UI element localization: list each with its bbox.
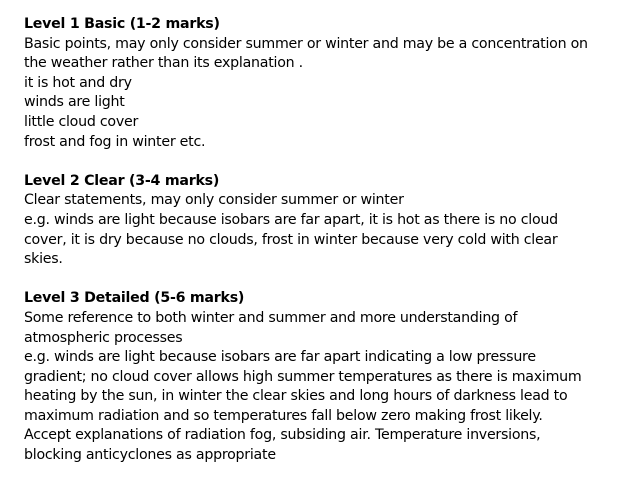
level-2-line: skies. bbox=[24, 251, 63, 268]
level-1-line: little cloud cover bbox=[24, 113, 139, 130]
level-1-line: Basic points, may only consider summer or winter and may be a concentration on bbox=[24, 35, 588, 52]
level-2-line: cover, it is dry because no clouds, frost in winter because very cold with clear bbox=[24, 231, 558, 248]
level-1-line: the weather rather than its explanation . bbox=[24, 55, 303, 72]
level-1-section bbox=[24, 15, 634, 152]
level-3-heading: Level 3 Detailed (5-6 marks) bbox=[24, 290, 245, 307]
level-2-heading: Level 2 Clear (3-4 marks) bbox=[24, 172, 220, 189]
mark-scheme bbox=[24, 15, 634, 466]
level-1-line: it is hot and dry bbox=[24, 74, 132, 91]
level-2-section bbox=[24, 172, 634, 270]
level-3-line: blocking anticyclones as appropriate bbox=[24, 447, 276, 464]
level-3-line: Some reference to both winter and summer and more understanding of bbox=[24, 309, 518, 326]
level-3-line: e.g. winds are light because isobars are far apart indicating a low pressure bbox=[24, 349, 536, 366]
level-3-line: Accept explanations of radiation fog, subsiding air. Temperature inversions, bbox=[24, 427, 541, 444]
level-1-line: frost and fog in winter etc. bbox=[24, 133, 206, 150]
level-2-line: e.g. winds are light because isobars are far apart, it is hot as there is no cloud bbox=[24, 211, 558, 228]
level-1-heading: Level 1 Basic (1-2 marks) bbox=[24, 16, 220, 32]
level-3-line: atmospheric processes bbox=[24, 329, 183, 346]
level-2-line: Clear statements, may only consider summer or winter bbox=[24, 192, 404, 209]
level-3-line: heating by the sun, in winter the clear skies and long hours of darkness lead to bbox=[24, 388, 568, 405]
level-3-section bbox=[24, 289, 634, 465]
level-3-line: gradient; no cloud cover allows high summer temperatures as there is maximum bbox=[24, 368, 582, 385]
level-3-line: maximum radiation and so temperatures fall below zero making frost likely. bbox=[24, 407, 543, 424]
level-1-line: winds are light bbox=[24, 94, 125, 111]
